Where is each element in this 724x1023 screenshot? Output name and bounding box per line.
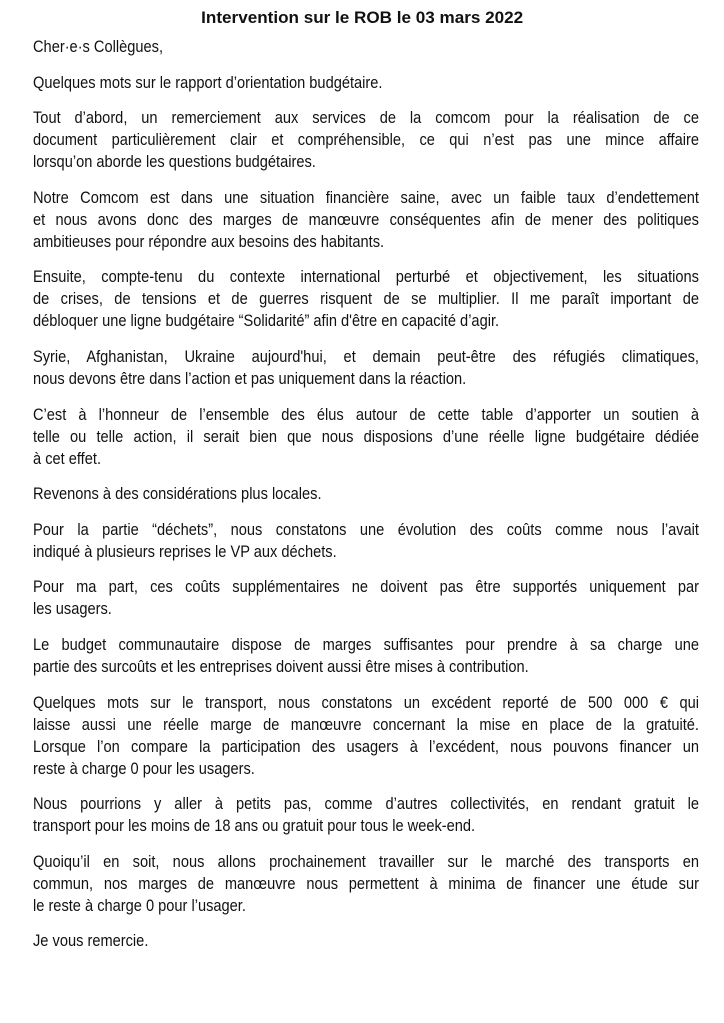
text-line: [33, 598, 699, 620]
text-line-content: partie des surcoûts et les entreprises doivent aussi être mises à contribution.: [33, 656, 529, 676]
paragraph: [33, 634, 699, 678]
text-line-content: nous devons être dans l’action et pas uniquement dans la réaction.: [33, 368, 467, 388]
text-line-content: lorsqu’on aborde les questions budgétaires.: [33, 152, 316, 172]
text-line: [33, 426, 699, 448]
text-line: [33, 576, 699, 598]
text-line-content: reste à charge 0 pour les usagers.: [33, 758, 255, 778]
text-line-content: débloquer une ligne budgétaire “Solidarité” afin d'être en capacité d’agir.: [33, 311, 500, 331]
text-line: [33, 519, 699, 541]
text-line: [33, 634, 699, 656]
text-line: [33, 288, 699, 310]
text-line: [33, 129, 699, 151]
text-line-content: commun, nos marges de manœuvre nous permettent à minima de financer une étude sur: [33, 873, 699, 893]
text-line: [33, 930, 699, 952]
text-line-content: Le budget communautaire dispose de marges suffisantes pour prendre à sa charge une: [33, 634, 699, 654]
text-line-content: Pour la partie “déchets”, nous constatons une évolution des coûts comme nous l’avait: [33, 519, 699, 539]
text-line-content: indiqué à plusieurs reprises le VP aux déchets.: [33, 541, 337, 561]
text-line-content: à cet effet.: [33, 448, 102, 468]
text-line-content: le reste à charge 0 pour l’usager.: [33, 895, 246, 915]
paragraph: [33, 576, 699, 620]
paragraph: [33, 692, 699, 780]
text-line: [33, 36, 699, 58]
text-line: [33, 310, 699, 332]
text-line-content: document particulièrement clair et compréhensible, ce qui n’est pas une mince affaire: [33, 130, 699, 150]
paragraph: [33, 519, 699, 563]
text-line: [33, 895, 699, 917]
text-line: [33, 107, 699, 129]
paragraph: [33, 483, 699, 505]
text-line-content: laisse aussi une réelle marge de manœuvre concernant la mise en place de la gratuité.: [33, 714, 699, 734]
text-line-content: de crises, de tensions et de guerres risquent de se multiplier. Il me paraît important de: [33, 289, 699, 309]
text-line: [33, 346, 699, 368]
text-line-content: ambitieuses pour répondre aux besoins des habitants.: [33, 231, 385, 251]
paragraph: [33, 72, 699, 94]
text-line: [33, 448, 699, 470]
text-line-content: Quoiqu’il en soit, nous allons prochainement travailler sur le marché des transports en: [33, 851, 699, 871]
paragraph: [33, 930, 699, 952]
text-line-content: C’est à l’honneur de l’ensemble des élus autour de cette table d’apporter un soutien à: [33, 404, 699, 424]
text-line-content: Pour ma part, ces coûts supplémentaires ne doivent pas être supportés uniquement par: [33, 577, 699, 597]
text-line-content: Notre Comcom est dans une situation financière saine, avec un faible taux d’endettement: [33, 187, 699, 207]
document-body: [33, 36, 699, 966]
paragraph: [33, 404, 699, 470]
text-line: [33, 736, 699, 758]
text-line: [33, 714, 699, 736]
text-line-content: transport pour les moins de 18 ans ou gratuit pour tous le week-end.: [33, 816, 476, 836]
paragraph: [33, 107, 699, 173]
text-line: [33, 209, 699, 231]
text-line: [33, 151, 699, 173]
text-line-content: Cher·e·s Collègues,: [33, 37, 164, 56]
text-line: [33, 404, 699, 426]
text-line-content: telle ou telle action, il serait bien que nous disposions d’une réelle ligne budgétaire dédiée: [33, 426, 699, 446]
document-title-container: [0, 7, 724, 29]
text-line: [33, 231, 699, 253]
text-line: [33, 368, 699, 390]
text-line: [33, 851, 699, 873]
text-line-content: Nous pourrions y aller à petits pas, comme d’autres collectivités, en rendant gratuit le: [33, 794, 699, 814]
text-line: [33, 72, 699, 94]
paragraph: [33, 346, 699, 390]
text-line: [33, 266, 699, 288]
text-line: [33, 873, 699, 895]
text-line: [33, 541, 699, 563]
text-line-content: Tout d’abord, un remerciement aux services de la comcom pour la réalisation de ce: [33, 108, 699, 128]
paragraph: [33, 793, 699, 837]
text-line: [33, 793, 699, 815]
text-line-content: Revenons à des considérations plus locales.: [33, 484, 322, 504]
text-line-content: et nous avons donc des marges de manœuvre conséquentes afin de mener des politiques: [33, 209, 699, 229]
text-line: [33, 692, 699, 714]
text-line: [33, 758, 699, 780]
paragraph: [33, 851, 699, 917]
paragraph: [33, 36, 699, 58]
text-line-content: les usagers.: [33, 599, 112, 619]
text-line-content: Lorsque l’on compare la participation des usagers à l’excédent, nous pouvons financer un: [33, 736, 699, 756]
document-title: Intervention sur le ROB le 03 mars 2022: [201, 8, 523, 27]
text-line-content: Syrie, Afghanistan, Ukraine aujourd'hui, et demain peut-être des réfugiés climatiques,: [33, 346, 699, 366]
text-line: [33, 483, 699, 505]
paragraph: [33, 187, 699, 253]
text-line-content: Ensuite, compte-tenu du contexte international perturbé et objectivement, les situations: [33, 267, 699, 287]
text-line: [33, 815, 699, 837]
text-line-content: Je vous remercie.: [33, 931, 149, 951]
text-line: [33, 656, 699, 678]
text-line-content: Quelques mots sur le rapport d’orientation budgétaire.: [33, 72, 383, 92]
text-line: [33, 187, 699, 209]
paragraph: [33, 266, 699, 332]
text-line-content: Quelques mots sur le transport, nous constatons un excédent reporté de 500 000 € qui: [33, 692, 699, 712]
